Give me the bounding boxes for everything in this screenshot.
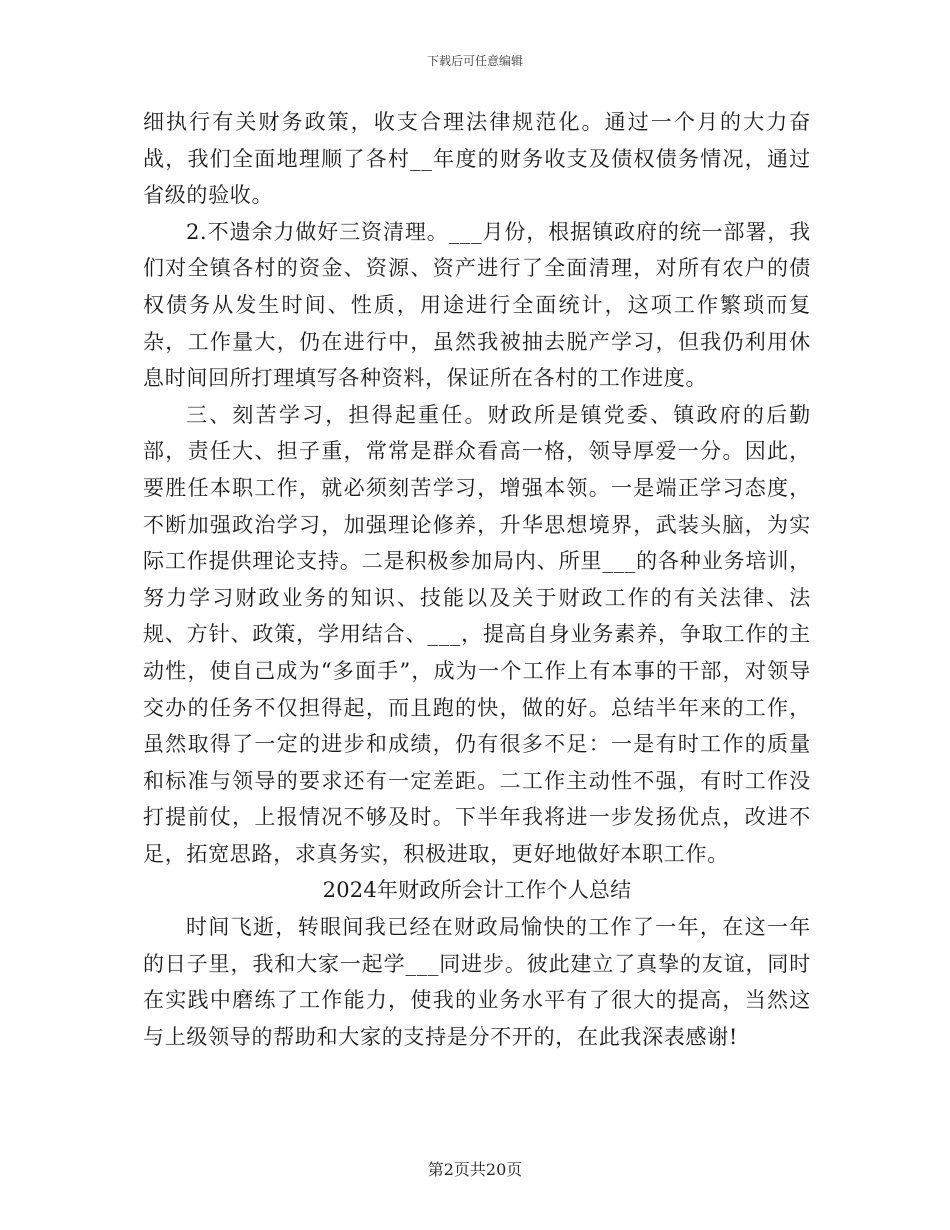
paragraph-study: 三、刻苦学习，担得起重任。财政所是镇党委、镇政府的后勤部，责任大、担子重，常常是群众看高一格，领导厚爱一分。因此，要胜任本职工作，就必须刻苦学习，增强本领。一是端正学习态度，不断加强政治学习，加强理论修养，升华思想境界，武装头脑，为实际工作提供理论支持。二是积极参加局内、所里___的各种业务培训，努力学习财政业务的知识、技能以及关于财政工作的有关法律、法规、方针、政策，学用结合、___，提高自身业务素养，争取工作的主动性，使自己成为“多面手”，成为一个工作上有本事的干部，对领导交办的任务不仅担得起，而且跑的快，做的好。总结半年来的工作，虽然取得了一定的进步和成绩，仍有很多不足：一是有时工作的质量和标准与领导的要求还有一定差距。二工作主动性不强，有时工作没打提前仗，上报情况不够及时。下半年我将进一步发扬优点，改进不足，拓宽思路，求真务实，积极进取，更好地做好本职工作。 [143,402,811,866]
paragraph-continuation: 细执行有关财务政策，收支合理法律规范化。通过一个月的大力奋战，我们全面地理顺了各村__年度的财务收支及债权债务情况，通过省级的验收。 [143,110,811,208]
page-header: 下载后可任意编辑 [426,54,523,68]
paragraph-intro: 时间飞逝，转眼间我已经在财政局愉快的工作了一年，在这一年的日子里，我和大家一起学___同进步。彼此建立了真挚的友谊，同时在实践中磨练了工作能力，使我的业务水平有了很大的提高，当然这与上级领导的帮助和大家的支持是分不开的，在此我深表感谢! [143,915,811,1049]
section-title: 2024年财政所会计工作个人总结 [322,878,632,903]
document-body [143,104,811,1055]
page-number: 第2页共20页 [427,1160,523,1179]
paragraph-asset-cleanup: 2.不遗余力做好三资清理。___月份，根据镇政府的统一部署，我们对全镇各村的资金、资源、资产进行了全面清理，对所有农户的债权债务从发生时间、性质，用途进行全面统计，这项工作繁琐而复杂，工作量大，仍在进行中，虽然我被抽去脱产学习，但我仍利用休息时间回所打理填写各种资料，保证所在各村的工作进度。 [143,219,811,391]
